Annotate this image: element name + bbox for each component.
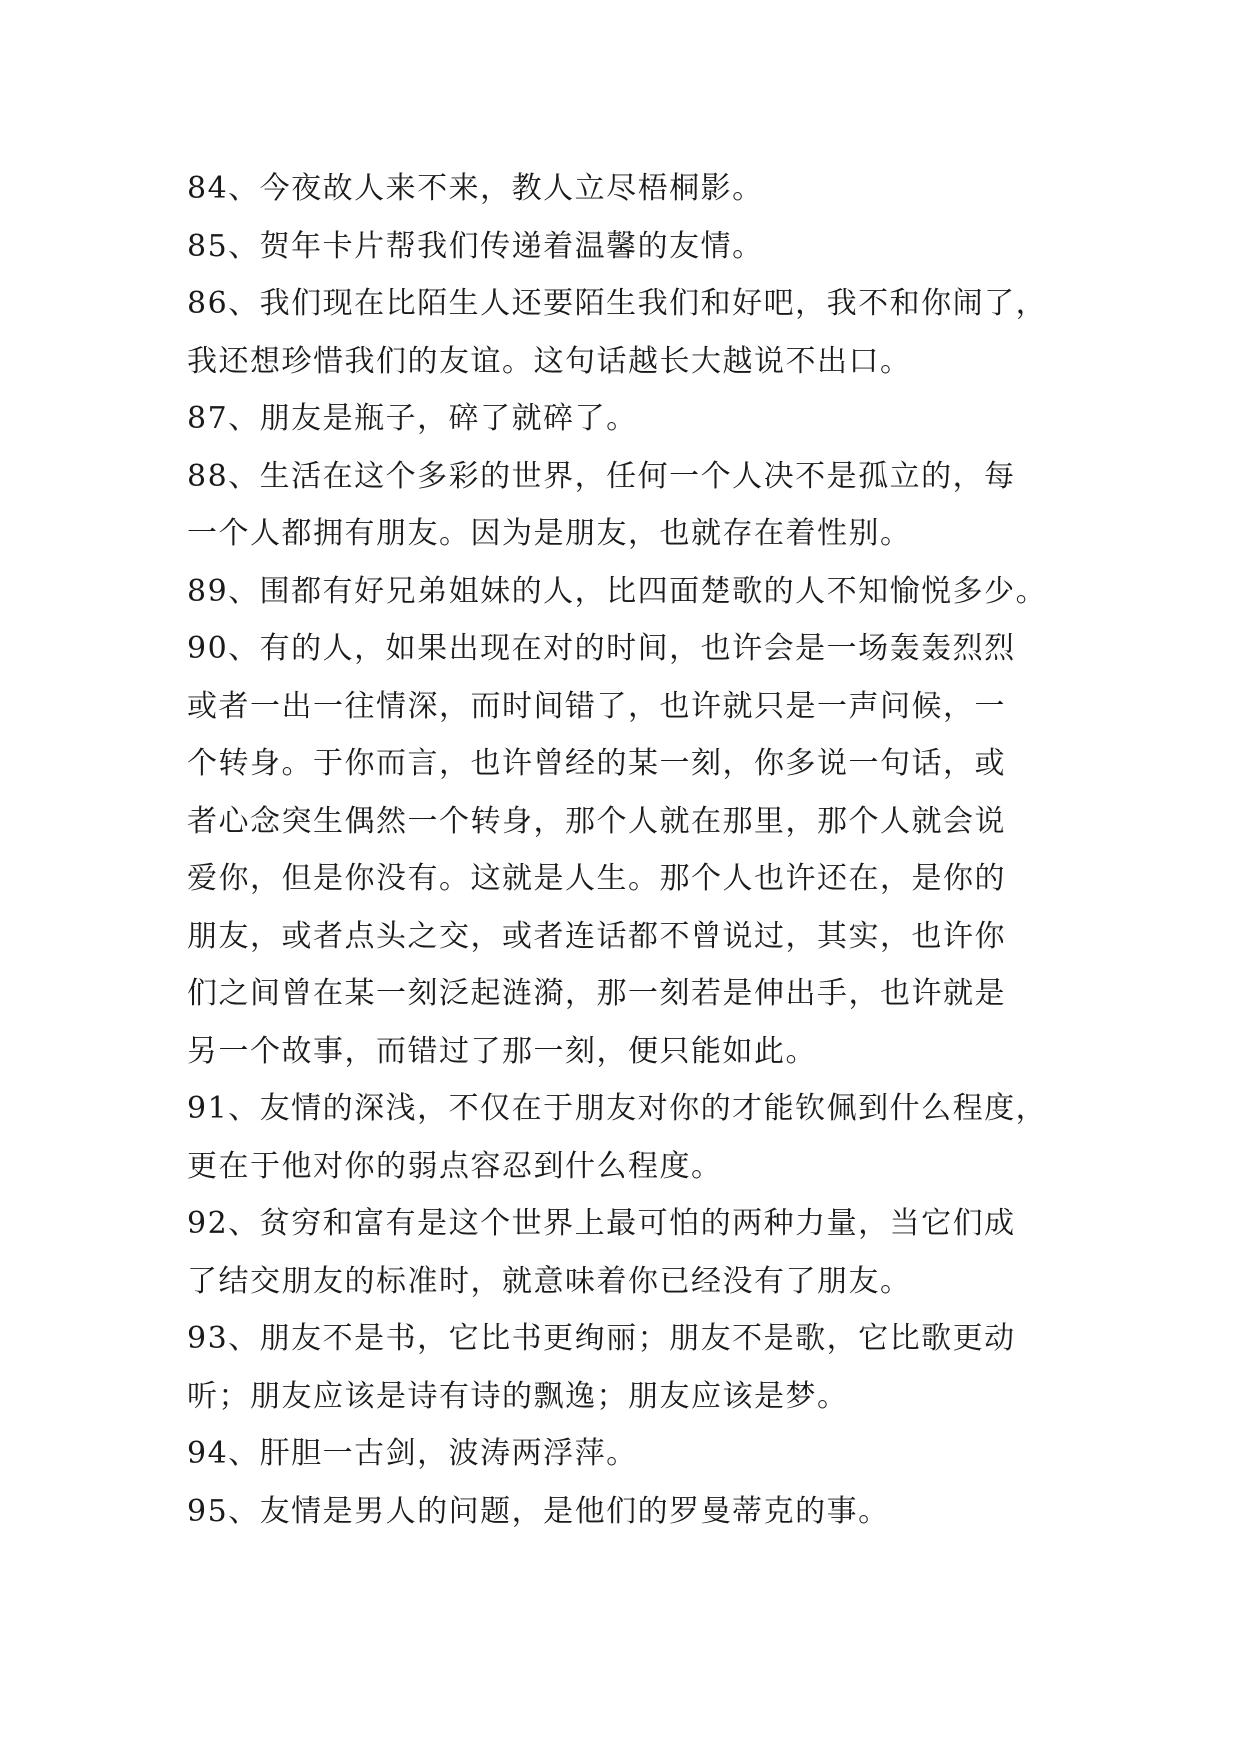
text-line: 86、我们现在比陌生人还要陌生我们和好吧，我不和你闹了， bbox=[187, 286, 1048, 321]
text-line: 一个人都拥有朋友。因为是朋友，也就存在着性别。 bbox=[187, 516, 912, 551]
text-line: 更在于他对你的弱点容忍到什么程度。 bbox=[187, 1148, 723, 1184]
text-line: 94、肝胆一古剑，波涛两浮萍。 bbox=[187, 1436, 638, 1471]
text-line: 92、贫穷和富有是这个世界上最可怕的两种力量，当它们成 bbox=[187, 1206, 1016, 1241]
text-line: 个转身。于你而言，也许曾经的某一刻，你多说一句话，或 bbox=[187, 746, 1006, 781]
text-line: 89、围都有好兄弟姐妹的人，比四面楚歌的人不知愉悦多少。 bbox=[187, 573, 1048, 609]
text-line: 84、今夜故人来不来，教人立尽梧桐影。 bbox=[187, 171, 764, 206]
text-line: 爱你，但是你没有。这就是人生。那个人也许还在，是你的 bbox=[187, 861, 1006, 896]
text-line: 或者一出一往情深，而时间错了，也许就只是一声问候，一 bbox=[187, 688, 1006, 724]
text-line: 们之间曾在某一刻泛起涟漪，那一刻若是伸出手，也许就是 bbox=[187, 976, 1006, 1011]
text-line: 朋友，或者点头之交，或者连话都不曾说过，其实，也许你 bbox=[187, 918, 1006, 954]
text-line: 90、有的人，如果出现在对的时间，也许会是一场轰轰烈烈 bbox=[187, 631, 1016, 666]
text-line: 我还想珍惜我们的友谊。这句话越长大越说不出口。 bbox=[187, 343, 912, 379]
text-line: 95、友情是男人的问题，是他们的罗曼蒂克的事。 bbox=[187, 1493, 890, 1529]
text-line: 85、贺年卡片帮我们传递着温馨的友情。 bbox=[187, 228, 764, 264]
text-line: 88、生活在这个多彩的世界，任何一个人决不是孤立的，每 bbox=[187, 458, 1016, 494]
text-line: 听；朋友应该是诗有诗的飘逸；朋友应该是梦。 bbox=[187, 1378, 849, 1414]
text-line: 91、友情的深浅，不仅在于朋友对你的才能钦佩到什么程度， bbox=[187, 1091, 1048, 1126]
text-line: 另一个故事，而错过了那一刻，便只能如此。 bbox=[187, 1033, 817, 1069]
text-line: 87、朋友是瓶子，碎了就碎了。 bbox=[187, 401, 638, 436]
text-line: 者心念突生偶然一个转身，那个人就在那里，那个人就会说 bbox=[187, 803, 1006, 839]
text-line: 了结交朋友的标准时，就意味着你已经没有了朋友。 bbox=[187, 1263, 912, 1299]
document-body bbox=[187, 160, 1057, 1540]
text-line: 93、朋友不是书，它比书更绚丽；朋友不是歌，它比歌更动 bbox=[187, 1321, 1016, 1356]
